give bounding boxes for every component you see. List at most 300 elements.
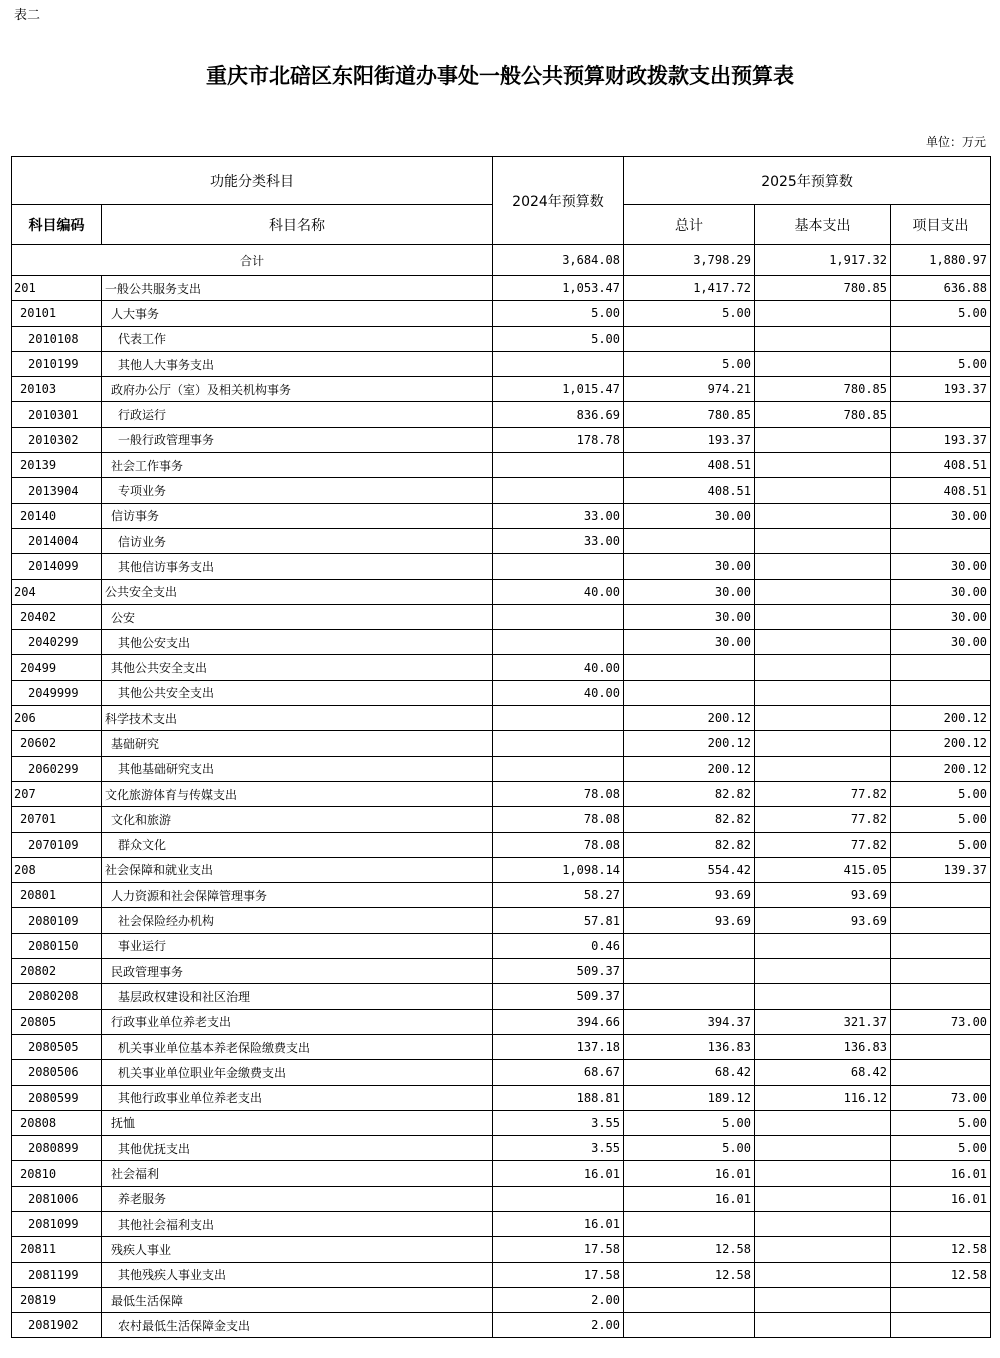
row-project: 30.00 — [891, 503, 991, 528]
row-budget-2024: 57.81 — [493, 908, 624, 933]
row-code: 2010301 — [12, 402, 102, 427]
row-budget-2024: 509.37 — [493, 959, 624, 984]
row-project: 12.58 — [891, 1237, 991, 1262]
row-budget-2024: 68.67 — [493, 1060, 624, 1085]
row-budget-2024 — [493, 453, 624, 478]
row-project — [891, 680, 991, 705]
header-total: 总计 — [624, 205, 755, 245]
row-name: 其他优抚支出 — [102, 1136, 493, 1161]
row-total: 5.00 — [624, 301, 755, 326]
row-basic — [755, 630, 891, 655]
row-name: 最低生活保障 — [102, 1287, 493, 1312]
row-name: 其他人大事务支出 — [102, 351, 493, 376]
row-basic — [755, 453, 891, 478]
row-total: 30.00 — [624, 604, 755, 629]
row-name: 其他行政事业单位养老支出 — [102, 1085, 493, 1110]
row-name: 一般公共服务支出 — [102, 276, 493, 301]
row-code: 206 — [12, 706, 102, 731]
row-name: 信访业务 — [102, 528, 493, 553]
header-func-class: 功能分类科目 — [12, 157, 493, 205]
total-row — [12, 245, 991, 276]
row-basic — [755, 326, 891, 351]
row-budget-2024: 1,098.14 — [493, 857, 624, 882]
table-row — [12, 1211, 991, 1236]
row-total — [624, 680, 755, 705]
row-basic — [755, 1110, 891, 1135]
row-basic — [755, 503, 891, 528]
row-basic: 136.83 — [755, 1034, 891, 1059]
row-budget-2024: 33.00 — [493, 503, 624, 528]
header-code: 科目编码 — [12, 205, 102, 245]
row-name: 其他基础研究支出 — [102, 756, 493, 781]
row-name: 民政管理事务 — [102, 959, 493, 984]
row-project: 200.12 — [891, 706, 991, 731]
row-code: 20139 — [12, 453, 102, 478]
row-total: 200.12 — [624, 706, 755, 731]
row-total: 200.12 — [624, 731, 755, 756]
row-total: 189.12 — [624, 1085, 755, 1110]
row-code: 2081902 — [12, 1313, 102, 1338]
row-name: 公安 — [102, 604, 493, 629]
table-row — [12, 427, 991, 452]
row-project: 5.00 — [891, 1110, 991, 1135]
row-project — [891, 528, 991, 553]
row-project — [891, 908, 991, 933]
row-project — [891, 326, 991, 351]
row-total — [624, 959, 755, 984]
document-label: 表二 — [14, 8, 41, 23]
table-row — [12, 402, 991, 427]
row-code: 2010199 — [12, 351, 102, 376]
row-basic: 93.69 — [755, 883, 891, 908]
row-name: 基层政权建设和社区治理 — [102, 984, 493, 1009]
row-total: 1,417.72 — [624, 276, 755, 301]
row-project — [891, 933, 991, 958]
row-basic — [755, 1211, 891, 1236]
table-row — [12, 984, 991, 1009]
row-basic: 93.69 — [755, 908, 891, 933]
row-code: 20101 — [12, 301, 102, 326]
row-budget-2024: 137.18 — [493, 1034, 624, 1059]
row-name: 农村最低生活保障金支出 — [102, 1313, 493, 1338]
row-basic — [755, 1313, 891, 1338]
row-budget-2024: 78.08 — [493, 781, 624, 806]
table-row — [12, 453, 991, 478]
row-name: 养老服务 — [102, 1186, 493, 1211]
row-project — [891, 1034, 991, 1059]
row-basic: 68.42 — [755, 1060, 891, 1085]
row-project — [891, 402, 991, 427]
total-total: 3,798.29 — [624, 245, 755, 276]
row-total: 82.82 — [624, 781, 755, 806]
row-name: 政府办公厅（室）及相关机构事务 — [102, 377, 493, 402]
row-total: 30.00 — [624, 630, 755, 655]
row-total — [624, 1287, 755, 1312]
row-budget-2024: 188.81 — [493, 1085, 624, 1110]
row-code: 2080109 — [12, 908, 102, 933]
row-basic: 780.85 — [755, 402, 891, 427]
total-b2024: 3,684.08 — [493, 245, 624, 276]
row-basic — [755, 655, 891, 680]
table-row — [12, 301, 991, 326]
row-total — [624, 655, 755, 680]
row-code: 2010302 — [12, 427, 102, 452]
row-total: 408.51 — [624, 453, 755, 478]
row-basic: 77.82 — [755, 807, 891, 832]
table-row — [12, 1161, 991, 1186]
header-budget-2025: 2025年预算数 — [624, 157, 991, 205]
row-total: 93.69 — [624, 908, 755, 933]
row-name: 社会福利 — [102, 1161, 493, 1186]
row-name: 机关事业单位职业年金缴费支出 — [102, 1060, 493, 1085]
row-code: 2060299 — [12, 756, 102, 781]
row-basic — [755, 1186, 891, 1211]
row-project: 5.00 — [891, 1136, 991, 1161]
row-project: 16.01 — [891, 1161, 991, 1186]
row-name: 文化旅游体育与传媒支出 — [102, 781, 493, 806]
row-code: 2080599 — [12, 1085, 102, 1110]
row-budget-2024 — [493, 604, 624, 629]
table-row — [12, 478, 991, 503]
row-name: 其他公共安全支出 — [102, 680, 493, 705]
row-basic — [755, 1161, 891, 1186]
row-basic — [755, 351, 891, 376]
table-row — [12, 1136, 991, 1161]
table-row — [12, 781, 991, 806]
row-code: 2070109 — [12, 832, 102, 857]
row-code: 2014099 — [12, 554, 102, 579]
row-total: 30.00 — [624, 503, 755, 528]
row-name: 社会保障和就业支出 — [102, 857, 493, 882]
row-budget-2024 — [493, 756, 624, 781]
row-name: 事业运行 — [102, 933, 493, 958]
row-budget-2024: 0.46 — [493, 933, 624, 958]
row-budget-2024 — [493, 731, 624, 756]
row-project: 30.00 — [891, 630, 991, 655]
row-basic — [755, 301, 891, 326]
row-budget-2024 — [493, 630, 624, 655]
row-basic: 780.85 — [755, 276, 891, 301]
row-project — [891, 883, 991, 908]
row-total: 68.42 — [624, 1060, 755, 1085]
row-project: 5.00 — [891, 301, 991, 326]
row-project: 12.58 — [891, 1262, 991, 1287]
row-code: 2080505 — [12, 1034, 102, 1059]
row-code: 20701 — [12, 807, 102, 832]
row-budget-2024 — [493, 706, 624, 731]
row-name: 其他社会福利支出 — [102, 1211, 493, 1236]
row-project: 16.01 — [891, 1186, 991, 1211]
row-name: 基础研究 — [102, 731, 493, 756]
table-row — [12, 1085, 991, 1110]
row-budget-2024: 3.55 — [493, 1136, 624, 1161]
row-basic — [755, 427, 891, 452]
row-basic — [755, 1237, 891, 1262]
row-project — [891, 984, 991, 1009]
row-name: 其他公共安全支出 — [102, 655, 493, 680]
row-total: 12.58 — [624, 1237, 755, 1262]
table-row — [12, 351, 991, 376]
row-basic: 77.82 — [755, 781, 891, 806]
row-total: 16.01 — [624, 1161, 755, 1186]
row-budget-2024: 394.66 — [493, 1009, 624, 1034]
table-row — [12, 655, 991, 680]
row-code: 204 — [12, 579, 102, 604]
row-code: 20805 — [12, 1009, 102, 1034]
row-code: 20103 — [12, 377, 102, 402]
row-code: 2040299 — [12, 630, 102, 655]
row-project: 193.37 — [891, 427, 991, 452]
row-code: 2080506 — [12, 1060, 102, 1085]
row-budget-2024: 40.00 — [493, 655, 624, 680]
row-total: 82.82 — [624, 832, 755, 857]
row-code: 2081006 — [12, 1186, 102, 1211]
row-code: 2080899 — [12, 1136, 102, 1161]
row-total: 780.85 — [624, 402, 755, 427]
row-budget-2024: 17.58 — [493, 1237, 624, 1262]
table-row — [12, 756, 991, 781]
row-budget-2024: 40.00 — [493, 579, 624, 604]
header-name: 科目名称 — [102, 205, 493, 245]
table-row — [12, 604, 991, 629]
row-total: 5.00 — [624, 1110, 755, 1135]
total-project: 1,880.97 — [891, 245, 991, 276]
row-project — [891, 1313, 991, 1338]
row-project: 5.00 — [891, 807, 991, 832]
row-budget-2024: 78.08 — [493, 832, 624, 857]
row-total: 12.58 — [624, 1262, 755, 1287]
row-basic — [755, 680, 891, 705]
row-code: 20802 — [12, 959, 102, 984]
row-project: 30.00 — [891, 579, 991, 604]
table-row — [12, 1110, 991, 1135]
row-total: 5.00 — [624, 1136, 755, 1161]
row-basic: 116.12 — [755, 1085, 891, 1110]
table-row — [12, 579, 991, 604]
row-code: 2080208 — [12, 984, 102, 1009]
row-code: 2014004 — [12, 528, 102, 553]
row-basic — [755, 706, 891, 731]
row-code: 207 — [12, 781, 102, 806]
budget-table — [11, 156, 991, 1338]
row-project: 5.00 — [891, 832, 991, 857]
table-body — [12, 276, 991, 1338]
row-budget-2024: 16.01 — [493, 1211, 624, 1236]
row-total: 408.51 — [624, 478, 755, 503]
header-budget-2024: 2024年预算数 — [493, 157, 624, 245]
row-code: 20499 — [12, 655, 102, 680]
row-name: 人力资源和社会保障管理事务 — [102, 883, 493, 908]
row-code: 20810 — [12, 1161, 102, 1186]
table-row — [12, 857, 991, 882]
row-basic — [755, 478, 891, 503]
row-name: 公共安全支出 — [102, 579, 493, 604]
row-budget-2024: 16.01 — [493, 1161, 624, 1186]
row-budget-2024 — [493, 478, 624, 503]
row-basic — [755, 933, 891, 958]
row-name: 行政事业单位养老支出 — [102, 1009, 493, 1034]
row-total — [624, 984, 755, 1009]
row-code: 20140 — [12, 503, 102, 528]
table-row — [12, 807, 991, 832]
table-row — [12, 276, 991, 301]
row-basic: 780.85 — [755, 377, 891, 402]
row-basic — [755, 1287, 891, 1312]
row-total: 30.00 — [624, 579, 755, 604]
row-name: 社会工作事务 — [102, 453, 493, 478]
row-project: 73.00 — [891, 1085, 991, 1110]
table-row — [12, 503, 991, 528]
row-total — [624, 1211, 755, 1236]
table-row — [12, 554, 991, 579]
row-name: 群众文化 — [102, 832, 493, 857]
row-name: 其他公安支出 — [102, 630, 493, 655]
table-row — [12, 630, 991, 655]
row-project: 5.00 — [891, 781, 991, 806]
row-code: 20602 — [12, 731, 102, 756]
row-budget-2024: 40.00 — [493, 680, 624, 705]
row-name: 其他信访事务支出 — [102, 554, 493, 579]
table-row — [12, 959, 991, 984]
row-code: 2081099 — [12, 1211, 102, 1236]
row-code: 20808 — [12, 1110, 102, 1135]
total-basic: 1,917.32 — [755, 245, 891, 276]
row-budget-2024: 33.00 — [493, 528, 624, 553]
table-row — [12, 1034, 991, 1059]
row-budget-2024: 836.69 — [493, 402, 624, 427]
row-project: 139.37 — [891, 857, 991, 882]
row-code: 20402 — [12, 604, 102, 629]
table-row — [12, 1262, 991, 1287]
row-code: 2013904 — [12, 478, 102, 503]
row-name: 行政运行 — [102, 402, 493, 427]
row-basic — [755, 731, 891, 756]
row-total: 30.00 — [624, 554, 755, 579]
table-row — [12, 832, 991, 857]
row-budget-2024: 1,015.47 — [493, 377, 624, 402]
row-budget-2024 — [493, 1186, 624, 1211]
row-basic — [755, 984, 891, 1009]
row-budget-2024: 58.27 — [493, 883, 624, 908]
row-total: 974.21 — [624, 377, 755, 402]
row-basic — [755, 579, 891, 604]
row-total: 193.37 — [624, 427, 755, 452]
row-total: 554.42 — [624, 857, 755, 882]
row-code: 208 — [12, 857, 102, 882]
table-row — [12, 1237, 991, 1262]
row-project: 30.00 — [891, 604, 991, 629]
table-row — [12, 731, 991, 756]
row-budget-2024 — [493, 351, 624, 376]
table-row — [12, 1186, 991, 1211]
table-row — [12, 326, 991, 351]
row-basic — [755, 604, 891, 629]
row-project — [891, 1060, 991, 1085]
row-basic — [755, 1136, 891, 1161]
row-basic — [755, 756, 891, 781]
row-total: 82.82 — [624, 807, 755, 832]
table-row — [12, 1313, 991, 1338]
row-project: 193.37 — [891, 377, 991, 402]
row-budget-2024: 17.58 — [493, 1262, 624, 1287]
row-project: 200.12 — [891, 756, 991, 781]
row-name: 一般行政管理事务 — [102, 427, 493, 452]
header-project: 项目支出 — [891, 205, 991, 245]
unit-label: 单位：万元 — [925, 135, 986, 149]
row-name: 代表工作 — [102, 326, 493, 351]
row-code: 20811 — [12, 1237, 102, 1262]
table-row — [12, 908, 991, 933]
row-name: 机关事业单位基本养老保险缴费支出 — [102, 1034, 493, 1059]
row-total: 93.69 — [624, 883, 755, 908]
row-budget-2024: 178.78 — [493, 427, 624, 452]
row-code: 2010108 — [12, 326, 102, 351]
row-total: 200.12 — [624, 756, 755, 781]
row-basic — [755, 528, 891, 553]
row-name: 人大事务 — [102, 301, 493, 326]
row-budget-2024: 2.00 — [493, 1287, 624, 1312]
page-title: 重庆市北碚区东阳街道办事处一般公共预算财政拨款支出预算表 — [206, 63, 794, 88]
row-name: 其他残疾人事业支出 — [102, 1262, 493, 1287]
row-total: 16.01 — [624, 1186, 755, 1211]
row-basic — [755, 554, 891, 579]
table-row — [12, 883, 991, 908]
row-project — [891, 1211, 991, 1236]
row-project: 408.51 — [891, 453, 991, 478]
row-name: 专项业务 — [102, 478, 493, 503]
table-row — [12, 1060, 991, 1085]
row-total: 136.83 — [624, 1034, 755, 1059]
row-code: 201 — [12, 276, 102, 301]
row-name: 抚恤 — [102, 1110, 493, 1135]
row-project: 30.00 — [891, 554, 991, 579]
row-basic: 77.82 — [755, 832, 891, 857]
row-total: 5.00 — [624, 351, 755, 376]
table-row — [12, 933, 991, 958]
row-code: 20801 — [12, 883, 102, 908]
row-project — [891, 959, 991, 984]
row-budget-2024 — [493, 554, 624, 579]
row-project: 200.12 — [891, 731, 991, 756]
header-basic: 基本支出 — [755, 205, 891, 245]
row-basic — [755, 959, 891, 984]
row-budget-2024: 1,053.47 — [493, 276, 624, 301]
row-project: 73.00 — [891, 1009, 991, 1034]
row-budget-2024: 3.55 — [493, 1110, 624, 1135]
table-row — [12, 1287, 991, 1312]
row-code: 20819 — [12, 1287, 102, 1312]
row-total — [624, 933, 755, 958]
row-name: 科学技术支出 — [102, 706, 493, 731]
row-budget-2024: 78.08 — [493, 807, 624, 832]
row-project — [891, 655, 991, 680]
row-basic: 415.05 — [755, 857, 891, 882]
row-name: 社会保险经办机构 — [102, 908, 493, 933]
row-name: 信访事务 — [102, 503, 493, 528]
table-row — [12, 1009, 991, 1034]
row-total — [624, 1313, 755, 1338]
row-basic — [755, 1262, 891, 1287]
row-name: 文化和旅游 — [102, 807, 493, 832]
row-budget-2024: 2.00 — [493, 1313, 624, 1338]
row-project: 408.51 — [891, 478, 991, 503]
row-name: 残疾人事业 — [102, 1237, 493, 1262]
table-row — [12, 528, 991, 553]
row-budget-2024: 5.00 — [493, 326, 624, 351]
table-row — [12, 706, 991, 731]
table-row — [12, 680, 991, 705]
row-total: 394.37 — [624, 1009, 755, 1034]
